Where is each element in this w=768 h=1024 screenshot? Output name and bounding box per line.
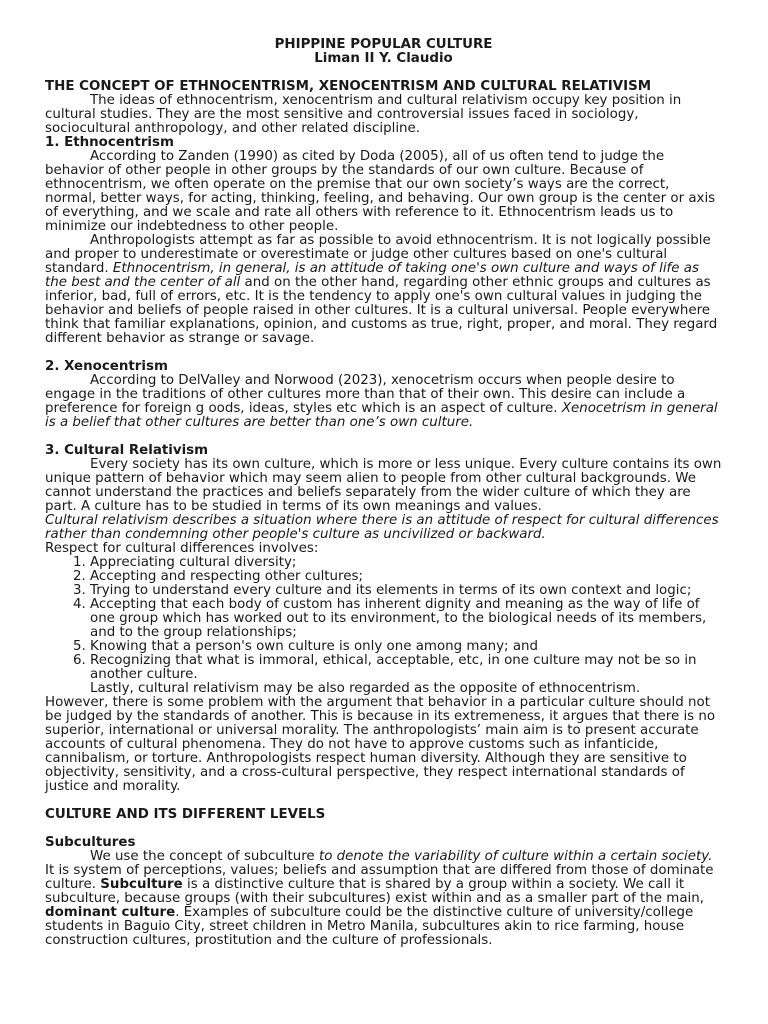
section-xenocentrism-title: 2. Xenocentrism	[45, 359, 168, 374]
subcultures-paragraph: We use the concept of subculture to denote the variability of culture within a certain society. It is system of perceptions, values; beliefs and assumption that are differed from those of dominate culture. Subculture is a distinctive culture that is shared by a group within a society. We call it subculture, because groups (with their subcultures) exist within and as a smaller part of the main, dominant culture. Examples of subculture could be the distinctive culture of university/college students in Baguio City, street children in Metro Manila, subcultures akin to rice farming, house construction cultures, prostitution and the culture of professionals.	[45, 849, 714, 948]
levels-heading: CULTURE AND ITS DIFFERENT LEVELS	[45, 807, 326, 822]
document-title: PHIPPINE POPULAR CULTURE	[274, 37, 493, 52]
document-author: Liman II Y. Claudio	[314, 51, 453, 66]
relativism-paragraph-1: Every society has its own culture, which is more or less unique. Every culture contains its own unique pattern of behavior which may seem alien to people from other cultural backgrounds. We cannot understand the practices and beliefs separately from the wider culture of which they are part. A culture has to be studied in terms of its own meanings and values. Cultural relativism describes a situation where there is an attitude of respect for cultural differences rather than condemning other people's culture as uncivilized or backward.	[45, 457, 722, 542]
lastly-paragraph: Lastly, cultural relativism may be also regarded as the opposite of ethnocentrism.	[90, 681, 641, 696]
list-item: 3. Trying to understand every culture and its elements in terms of its own context and logic;	[90, 584, 722, 598]
list-item: 6. Recognizing that what is immoral, ethical, acceptable, etc, in one culture may not be so in another culture.	[90, 654, 722, 682]
list-item: 4. Accepting that each body of custom has inherent dignity and meaning as the way of life of one group which has worked out to its environment, to the biological needs of its members, and to the group relationships;	[90, 598, 722, 640]
section-relativism-title: 3. Cultural Relativism	[45, 443, 209, 458]
respect-list	[45, 556, 722, 682]
ethnocentrism-paragraph-2: Anthropologists attempt as far as possible to avoid ethnocentrism. It is not logically possible and proper to underestimate or overestimate or judge other cultures based on one's cultural standard. Ethnocentrism, in general, is an attitude of taking one's own culture and ways of life as the best and the center of all and on the other hand, regarding other ethnic groups and cultures as inferior, bad, full of errors, etc. It is the tendency to apply one's own cultural values in judging the behavior and beliefs of people raised in other cultures. It is a cultural universal. People everywhere think that familiar explanations, opinion, and customs as true, right, proper, and moral. They regard different behavior as strange or savage.	[45, 233, 718, 346]
section-ethnocentrism-title: 1. Ethnocentrism	[45, 135, 174, 150]
relativism-paragraph-2: However, there is some problem with the argument that behavior in a particular culture should not be judged by the standards of another. This is because in its extremeness, it argues that there is no superior, international or universal morality. The anthropologists’ main aim is to present accurate accounts of cultural phenomena. They do not have to approve customs such as infanticide, cannibalism, or torture. Anthropologists respect human diversity. Although they are sensitive to objectivity, sensitivity, and a cross-cultural perspective, they respect international standards of justice and morality.	[45, 695, 716, 794]
respect-intro: Respect for cultural differences involves:	[45, 541, 319, 556]
ethnocentrism-paragraph-1: According to Zanden (1990) as cited by Doda (2005), all of us often tend to judge the behavior of other people in other groups by the standards of our own culture. Because of ethnocentrism, we often operate on the premise that our own society’s ways are the correct, normal, better ways, for acting, thinking, feeling, and behaving. Our own group is the center or axis of everything, and we scale and rate all others with reference to it. Ethnocentrism leads us to minimize our indebtedness to other people.	[45, 149, 716, 234]
subcultures-title: Subcultures	[45, 835, 136, 850]
list-item: 1. Appreciating cultural diversity;	[90, 556, 722, 570]
list-item: 5. Knowing that a person's own culture is only one among many; and	[90, 640, 722, 654]
intro-paragraph: The ideas of ethnocentrism, xenocentrism and cultural relativism occupy key position in cultural studies. They are the most sensitive and controversial issues faced in sociology, sociocultural anthropology, and other related discipline.	[45, 93, 682, 136]
xenocentrism-paragraph: According to DelValley and Norwood (2023), xenocetrism occurs when people desire to engage in the traditions of other cultures more than that of their own. This desire can include a preference for foreign g oods, ideas, styles etc which is an aspect of culture. Xenocetrism in general is a belief that other cultures are better than one’s own culture.	[45, 373, 718, 430]
main-heading: THE CONCEPT OF ETHNOCENTRISM, XENOCENTRISM AND CULTURAL RELATIVISM	[45, 79, 652, 94]
list-item: 2. Accepting and respecting other cultures;	[90, 570, 722, 584]
